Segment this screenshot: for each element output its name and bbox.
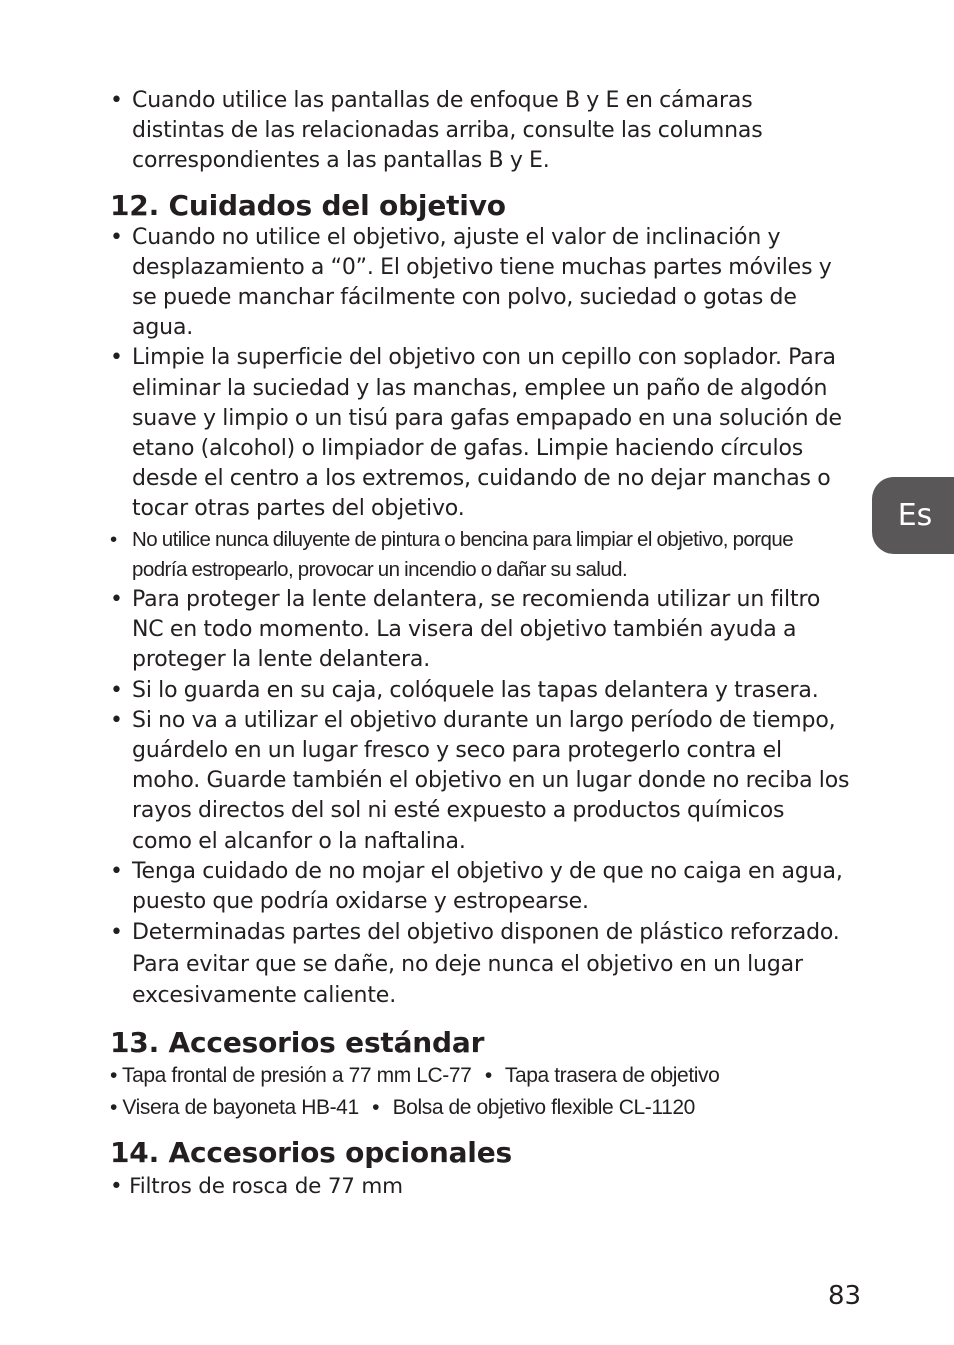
optional-accessory-row xyxy=(110,1170,850,1204)
bullet-separator: • xyxy=(372,1095,380,1119)
intro-bullet: • Cuando utilice las pantallas de enfoque B y E en cámaras distintas de las relacionadas arriba, consulte las columnas correspondientes a las pantallas B y E. xyxy=(110,86,850,177)
list-item: • Cuando no utilice el objetivo, ajuste el valor de inclinación y desplazamiento a “0”. El objetivo tiene muchas partes móviles y se puede manchar fácilmente con polvo, suciedad o gotas de agua. xyxy=(110,223,850,344)
list-item: • Tenga cuidado de no mojar el objetivo y de que no caiga en agua, puesto que podría oxidarse y estropearse. xyxy=(110,857,850,917)
list-item: • Si no va a utilizar el objetivo durante un largo período de tiempo, guárdelo en un lugar fresco y seco para protegerlo contra el moho. Guarde también el objetivo en un lugar donde no reciba los rayos directos del sol ni esté expuesto a productos químicos como el alcanfor o la naftalina. xyxy=(110,706,850,857)
accessory-item: Visera de bayoneta HB-41 xyxy=(122,1095,359,1119)
list-item: • Si lo guarda en su caja, colóquele las tapas delantera y trasera. xyxy=(110,676,850,706)
section-14-title: 14. Accesorios opcionales xyxy=(110,1135,512,1169)
bullet-separator: • xyxy=(484,1063,492,1087)
section-13-title: 13. Accesorios estándar xyxy=(110,1025,485,1059)
list-item: • Determinadas partes del objetivo disponen de plástico reforzado. Para evitar que se dañe, no deje nunca el objetivo en un lugar excesivamente caliente. xyxy=(110,917,850,1012)
bullet-glyph: • xyxy=(110,1095,117,1119)
accessory-item: Tapa trasera de objetivo xyxy=(504,1063,720,1087)
accessory-item: Tapa frontal de presión a 77 mm LC-77 xyxy=(122,1063,472,1087)
page-number: 83 xyxy=(828,1281,862,1311)
bullet-glyph: • xyxy=(110,1063,117,1087)
language-tab: Es xyxy=(872,477,954,554)
section-12-list xyxy=(110,223,850,1012)
accessory-item: Bolsa de objetivo flexible CL-1120 xyxy=(392,1095,695,1119)
page-content xyxy=(110,86,850,1204)
list-item: • Para proteger la lente delantera, se recomienda utilizar un filtro NC en todo momento. La visera del objetivo también ayuda a proteger la lente delantera. xyxy=(110,585,850,676)
accessory-row xyxy=(110,1092,850,1124)
section-12-title: 12. Cuidados del objetivo xyxy=(110,188,506,222)
section-13-list xyxy=(110,1060,850,1124)
accessory-row xyxy=(110,1060,850,1092)
optional-accessory-item: Filtros de rosca de 77 mm xyxy=(129,1173,403,1199)
bullet-glyph: • xyxy=(110,1173,123,1199)
list-item: • No utilice nunca diluyente de pintura o bencina para limpiar el objetivo, porque podría estropearlo, provocar un incendio o dañar su salud. xyxy=(110,525,850,585)
list-item: • Limpie la superficie del objetivo con un cepillo con soplador. Para eliminar la suciedad y las manchas, emplee un paño de algodón suave y limpio o un tisú para gafas empapado en una solución de etano (alcohol) o limpiador de gafas. Limpie haciendo círculos desde el centro a los extremos, cuidando de no dejar manchas o tocar otras partes del objetivo. xyxy=(110,343,850,524)
